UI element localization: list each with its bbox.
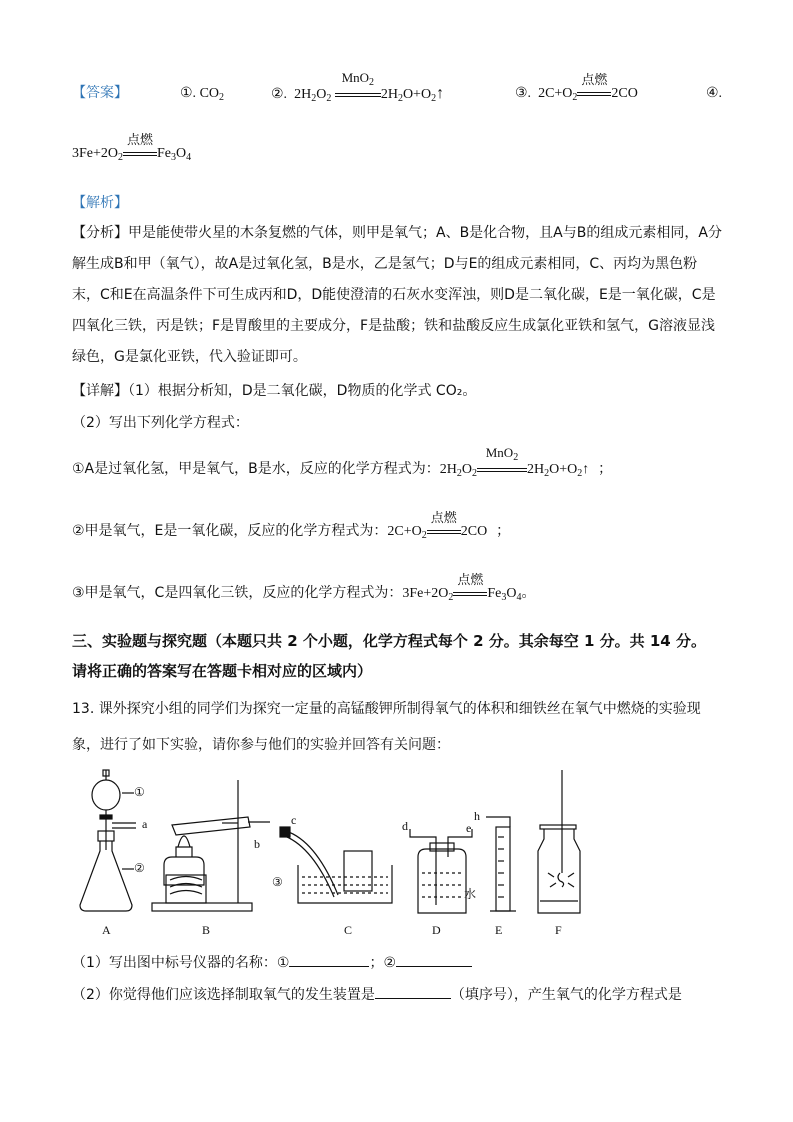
apparatus-d: [410, 829, 472, 913]
mark-d: d: [402, 819, 408, 833]
mark-3: ③: [272, 875, 283, 889]
figure-label-c: C: [344, 923, 353, 937]
answer-4-num: ④.: [706, 86, 723, 101]
subquestion-1: （1）写出图中标号仪器的名称：① ；②: [72, 952, 472, 972]
answer-blank-3[interactable]: [375, 984, 451, 999]
mark-h: h: [474, 809, 480, 823]
mark-a: a: [142, 817, 148, 831]
figure-label-f: F: [555, 923, 562, 937]
subquestion-2: （2）你觉得他们应该选择制取氧气的发生装置是 （填序号），产生氧气的化学方程式是: [72, 984, 682, 1004]
analysis-label: 【解析】: [72, 195, 128, 211]
figure-label-a: A: [102, 923, 111, 937]
reaction-3: ③甲是氧气，C是四氧化三铁，反应的化学方程式为：$3Fe+2O_2$ 点燃 $Fe_3O_4$。: [72, 572, 536, 603]
detail-2: （2）写出下列化学方程式：: [72, 415, 249, 431]
condition-ignite: 点燃: [123, 146, 157, 162]
mark-water: 水: [464, 887, 477, 901]
reaction-1: ①A是过氧化氢，甲是氧气，B是水，反应的化学方程式为：$2H_2O_2$ MnO$_2$ $2H_2O+O_2↑$ ；: [72, 445, 613, 479]
mark-b: b: [254, 837, 260, 851]
question-stem-2: 象，进行了如下实验，请你参与他们的实验并回答有关问题：: [72, 737, 450, 753]
reaction-2: ②甲是氧气，E是一氧化碳，反应的化学方程式为：$2C+O_2$ 点燃 2CO ；: [72, 510, 511, 541]
figure-label-b: B: [202, 923, 211, 937]
analysis-paragraph: 【分析】甲是能使带火星的木条复燃的气体，则甲是氧气；A、B是化合物，且A与B的组成元素相同，A分解生成B和甲（氧气），故A是过氧化氢，B是水，乙是氢气；D与E的组成元素相同，C、丙均为黑色粉末，C和E在高温条件下可生成丙和D，D能使澄清的石灰水变浑浊，则D是二氧化碳，E是一氧化碳，C是四氧化三铁，丙是铁；F是胃酸里的主要成分，F是盐酸；铁和盐酸反应生成氯化亚铁和氢气，G溶液显浅绿色，G是氯化亚铁，代入验证即可。: [72, 225, 722, 365]
apparatus-b: [152, 780, 270, 911]
apparatus-a: [80, 770, 136, 911]
answer-2: ②. $2H_2O_2$ MnO$_2$ $2H_2O+O_2↑$: [271, 70, 445, 104]
question-stem: 13. 课外探究小组的同学们为探究一定量的高锰酸钾所制得氧气的体积和细铁丝在氧气中燃烧的实验现: [72, 701, 701, 717]
mark-c: c: [291, 813, 297, 827]
condition-ignite: 点燃: [577, 86, 611, 102]
figure-label-e: E: [495, 923, 503, 937]
apparatus-e: [486, 817, 516, 911]
mark-2: ②: [134, 861, 145, 875]
answer-4: $3Fe+2O_2$ 点燃 $Fe_3O_4$: [72, 132, 192, 163]
answer-label: 【答案】: [72, 85, 128, 101]
answer-1: ①. $CO_2$: [180, 86, 225, 103]
apparatus-figure: [72, 765, 632, 945]
mark-e: e: [466, 821, 472, 835]
answer-blank-2[interactable]: [396, 952, 472, 967]
apparatus-f: [538, 770, 580, 913]
condition-mno2: MnO$_2$: [335, 87, 381, 103]
answer-line: [72, 82, 128, 102]
apparatus-c: [280, 827, 392, 903]
answer-blank-1[interactable]: [289, 952, 369, 967]
section-title-2: 请将正确的答案写在答题卡相对应的区域内）: [72, 662, 373, 680]
figure-label-d: D: [432, 923, 441, 937]
answer-3: ③. $2C+O_2$ 点燃 2CO: [515, 72, 638, 103]
mark-1: ①: [134, 785, 145, 799]
detail-1: 【详解】（1）根据分析知，D是二氧化碳，D物质的化学式 CO₂。: [72, 383, 477, 399]
apparatus-drawing: [72, 765, 632, 945]
section-title: 三、实验题与探究题（本题只共 2 个小题，化学方程式每个 2 分。其余每空 1 分。共 14 分。: [72, 632, 706, 650]
